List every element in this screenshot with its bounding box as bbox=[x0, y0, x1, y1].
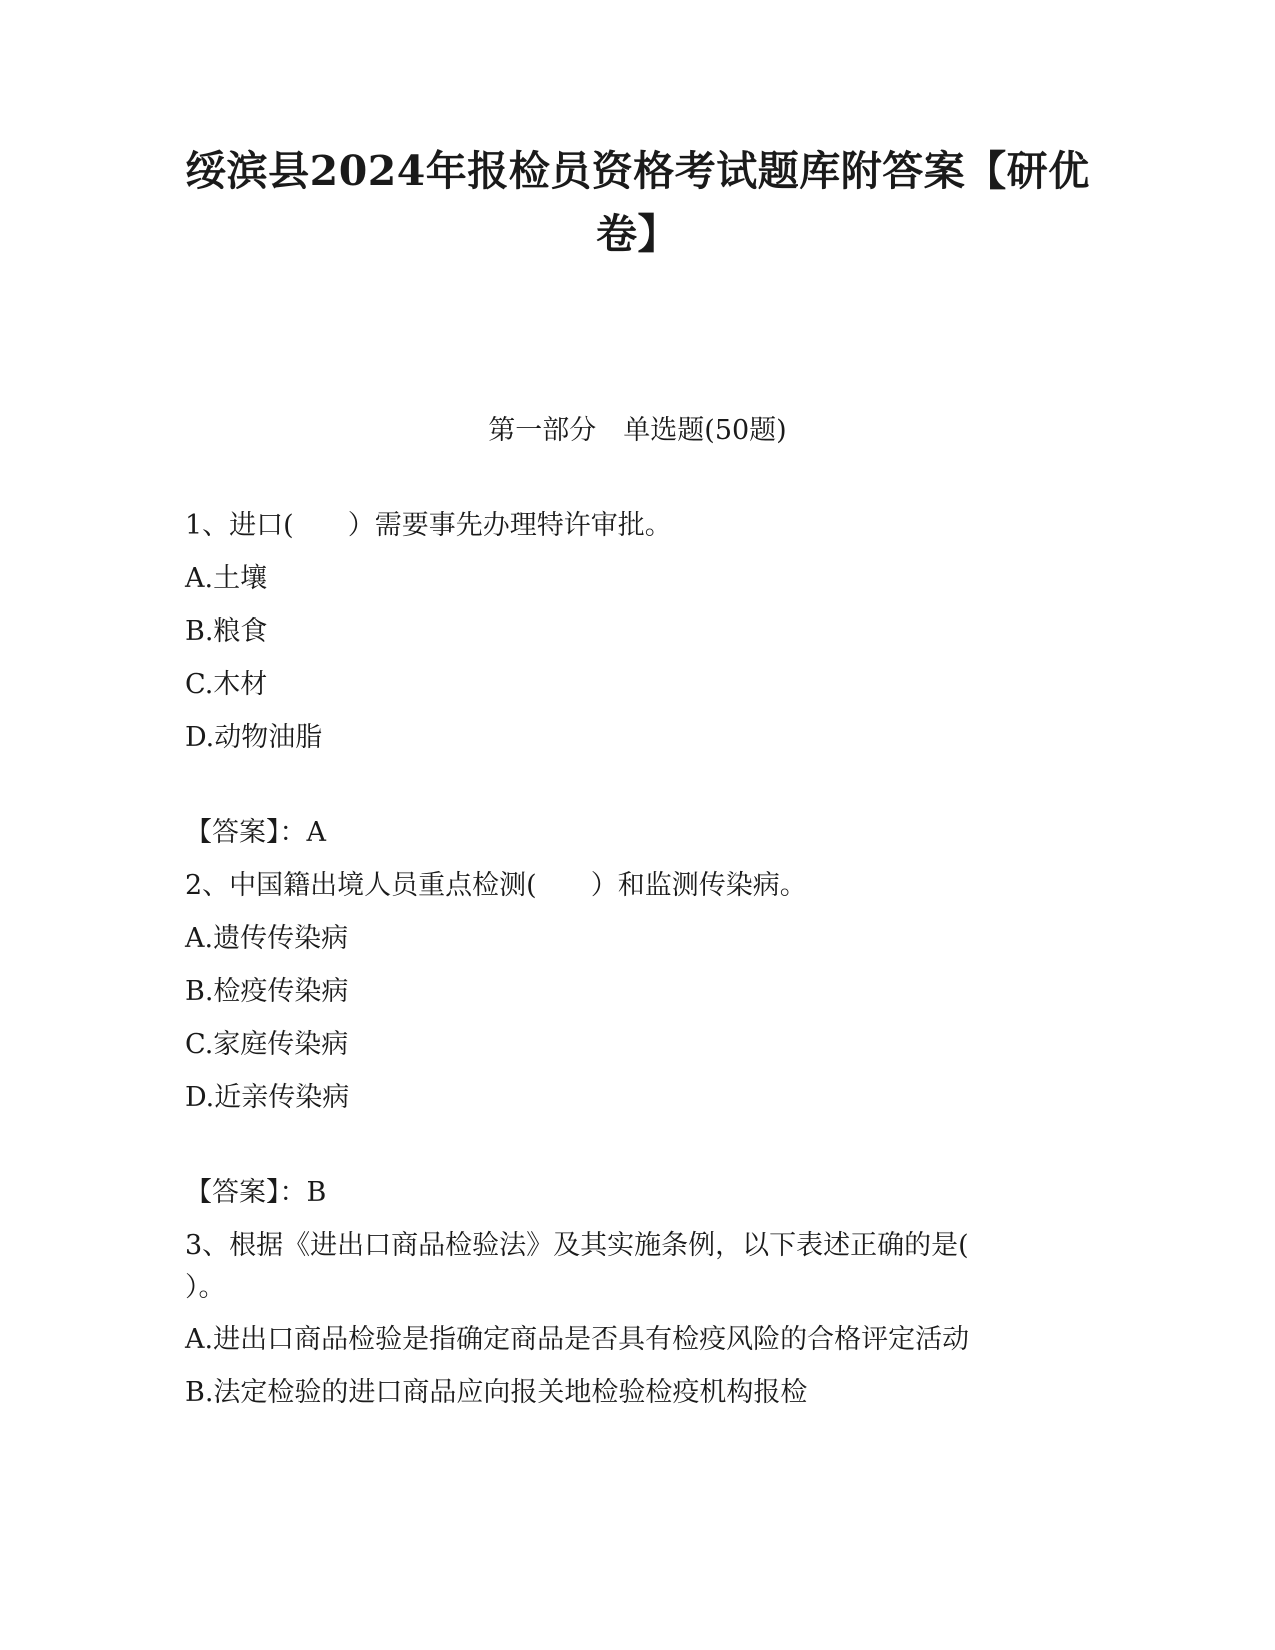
question-2-answer: 【答案】：B bbox=[185, 1177, 327, 1208]
question-2-option-a: A.遗传传染病 bbox=[185, 923, 349, 954]
question-1-option-d: D.动物油脂 bbox=[185, 722, 323, 753]
question-3-stem-line1: 3、根据《进出口商品检验法》及其实施条例，以下表述正确的是( bbox=[185, 1230, 969, 1261]
question-1-option-a: A.土壤 bbox=[185, 563, 268, 594]
document-title-line1: 绥滨县2024年报检员资格考试题库附答案【研优 bbox=[185, 147, 1090, 195]
question-1-option-b: B.粮食 bbox=[185, 616, 268, 647]
document-title-line2: 卷】 bbox=[596, 210, 679, 258]
question-2-option-d: D.近亲传染病 bbox=[185, 1082, 350, 1113]
question-3-option-a: A.进出口商品检验是指确定商品是否具有检疫风险的合格评定活动 bbox=[185, 1324, 970, 1355]
question-2-option-c: C.家庭传染病 bbox=[185, 1029, 349, 1060]
question-2-stem: 2、中国籍出境人员重点检测( ）和监测传染病。 bbox=[185, 870, 807, 901]
section-heading: 第一部分 单选题(50题) bbox=[488, 415, 787, 446]
question-1-answer: 【答案】：A bbox=[185, 817, 326, 848]
question-3-stem-line2: ）。 bbox=[185, 1272, 226, 1303]
question-1-option-c: C.木材 bbox=[185, 669, 268, 700]
question-2-option-b: B.检疫传染病 bbox=[185, 976, 349, 1007]
question-1-stem: 1、进口( ）需要事先办理特许审批。 bbox=[185, 510, 672, 541]
question-3-option-b: B.法定检验的进口商品应向报关地检验检疫机构报检 bbox=[185, 1377, 808, 1408]
document-title bbox=[170, 140, 1105, 266]
